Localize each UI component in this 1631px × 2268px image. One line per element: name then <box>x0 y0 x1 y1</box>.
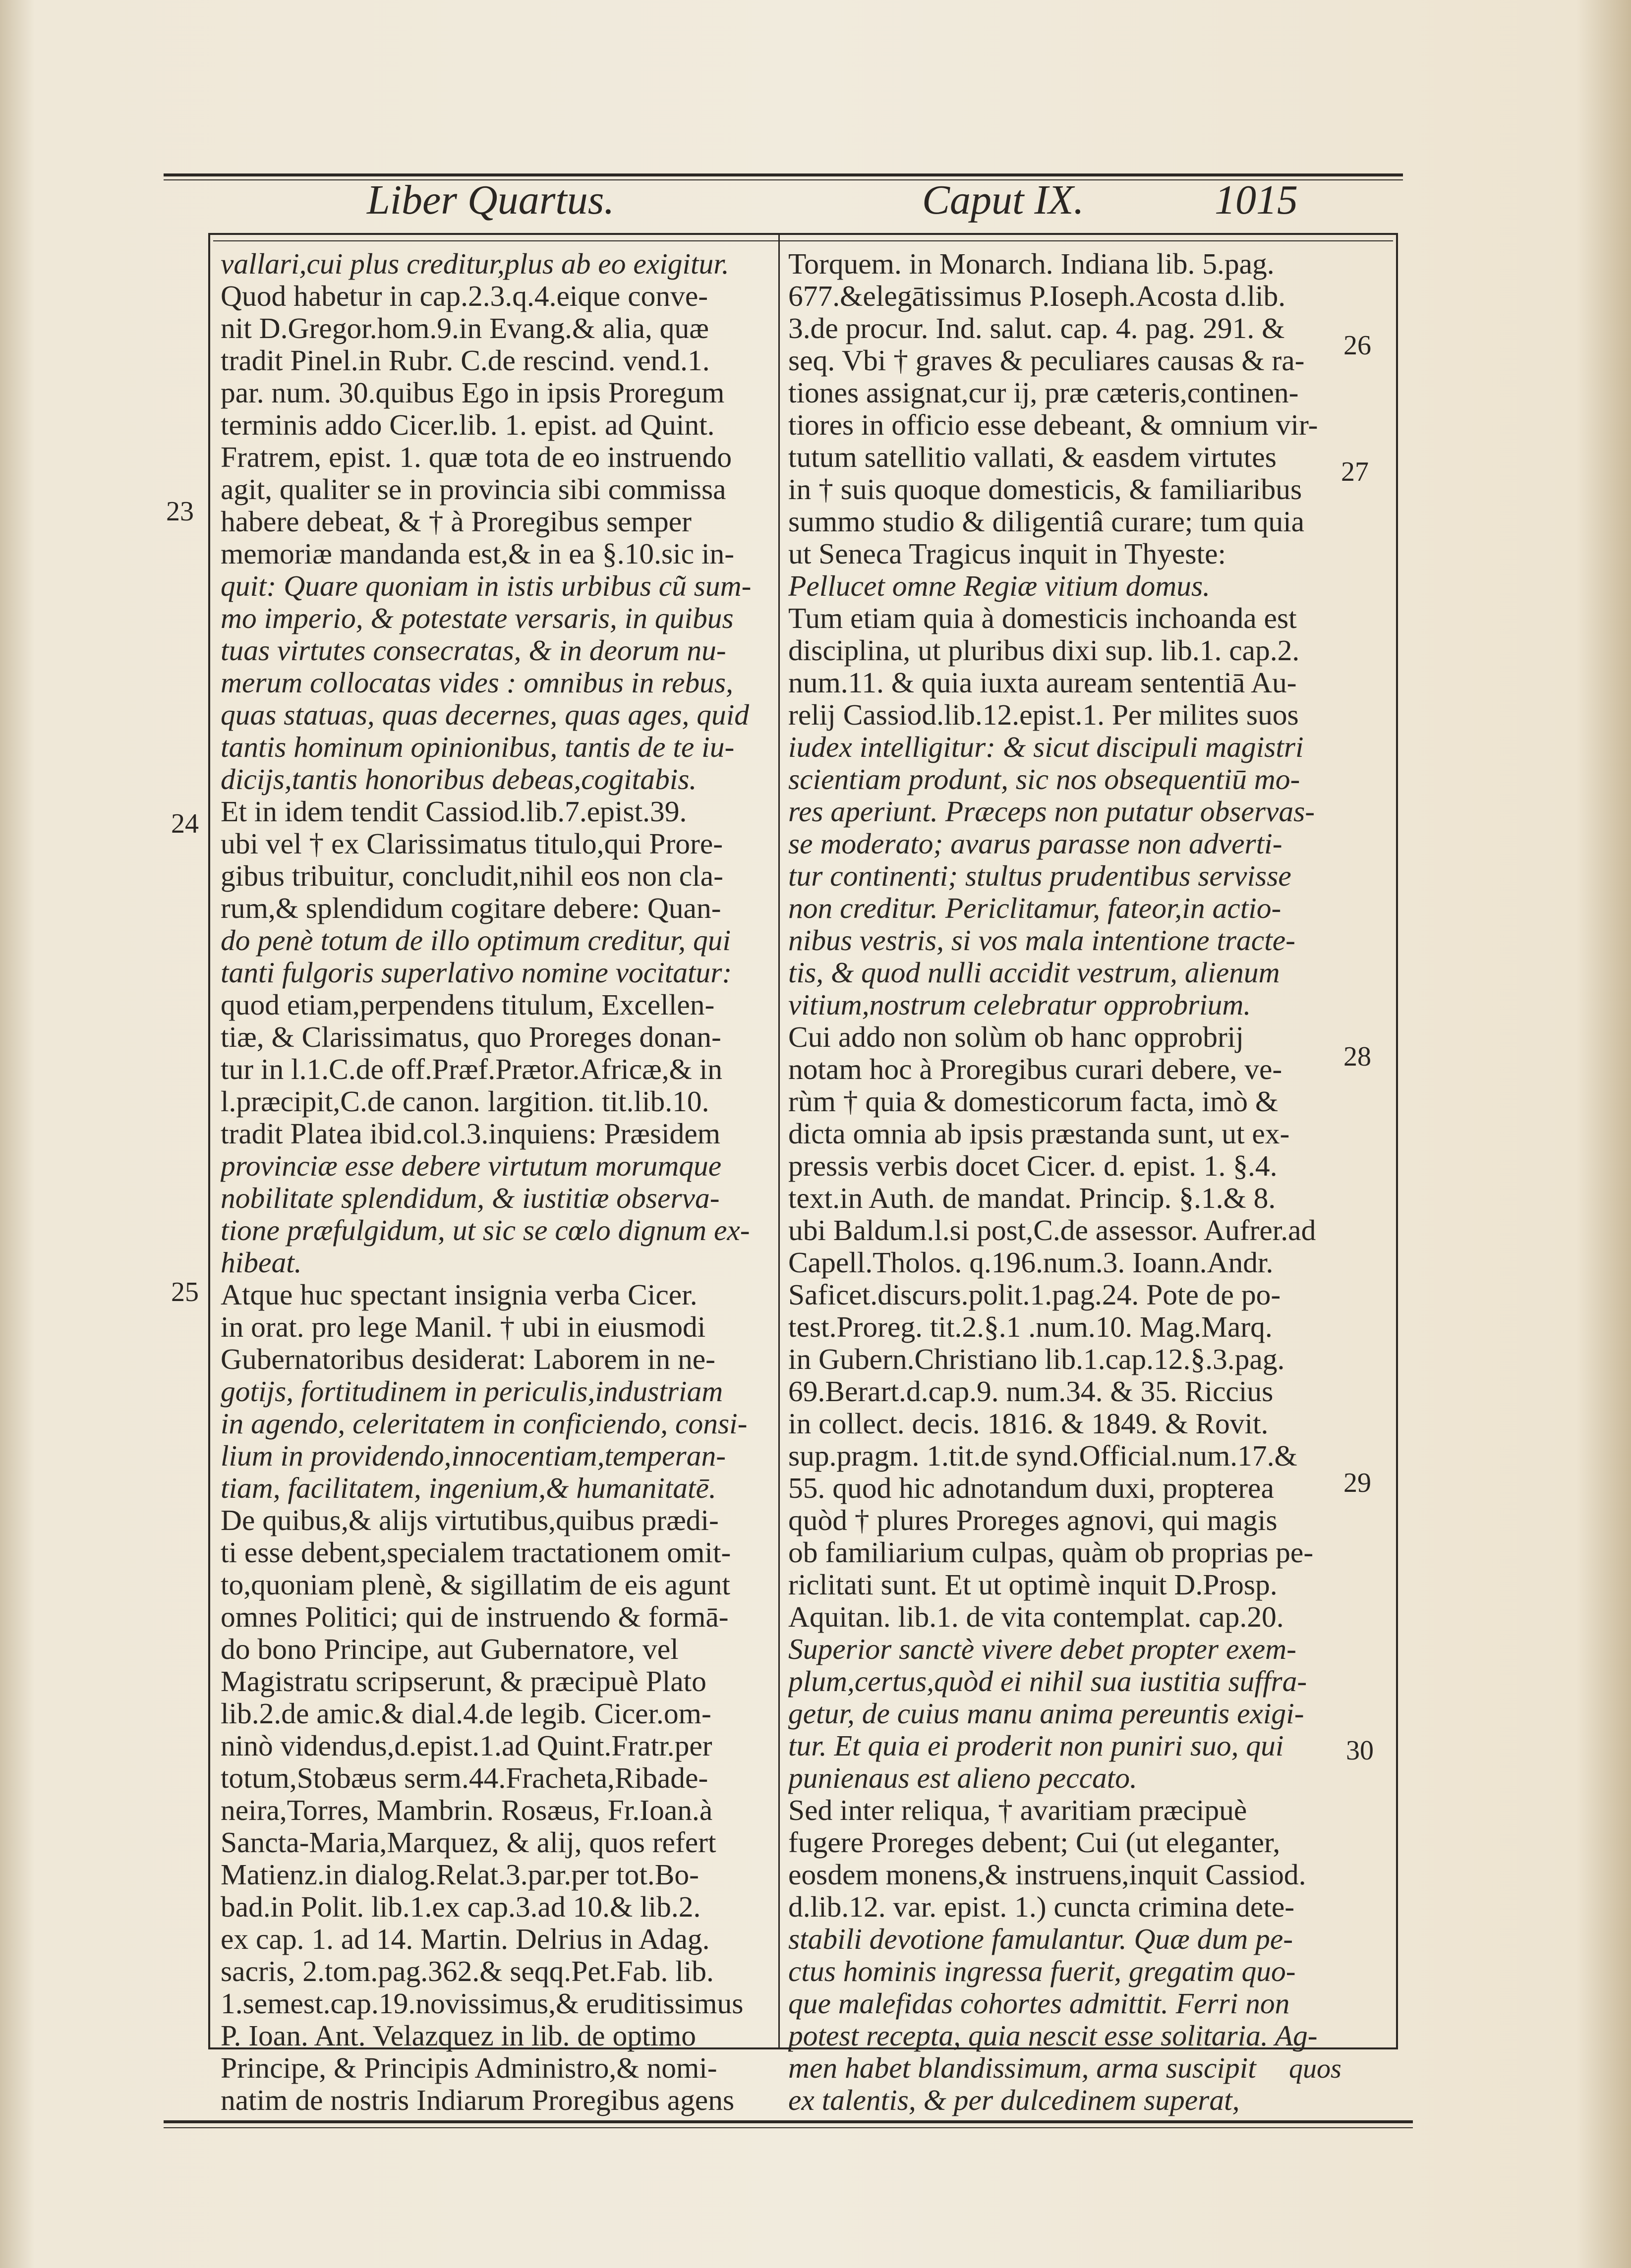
text-line: agit, qualiter se in provincia sibi commissa <box>221 473 726 506</box>
text-line: disciplina, ut pluribus dixi sup. lib.1. cap.2. <box>788 634 1300 667</box>
text-line: vallari,cui plus creditur,plus ab eo exigitur. <box>221 248 729 280</box>
column-divider <box>778 233 780 2049</box>
text-line: Principe, & Principis Administro,& nomi- <box>221 2052 717 2084</box>
text-line: quas statuas, quas decernes, quas ages, quid <box>221 699 750 731</box>
text-line: tuas virtutes consecratas, & in deorum nu- <box>221 634 726 667</box>
text-line: num.11. & quia iuxta auream sententiā Au- <box>788 667 1297 699</box>
text-line: non creditur. Periclitamur, fateor,in actio- <box>788 892 1282 924</box>
text-line: Tum etiam quia à domesticis inchoanda est <box>788 602 1297 634</box>
text-line: Superior sanctè vivere debet propter exem- <box>788 1633 1296 1665</box>
text-line: eosdem monens,& instruens,inquit Cassiod. <box>788 1859 1306 1891</box>
margin-number: 23 <box>166 496 194 527</box>
text-line: gibus tribuitur, concludit,nihil eos non cla- <box>221 860 723 892</box>
text-line: nit D.Gregor.hom.9.in Evang.& alia, quæ <box>221 312 709 344</box>
text-line: tiam, facilitatem, ingenium,& humanitatē. <box>221 1472 716 1504</box>
text-line: stabili devotione famulantur. Quæ dum pe- <box>788 1923 1293 1955</box>
text-line: fugere Proreges debent; Cui (ut eleganter, <box>788 1826 1281 1859</box>
margin-number: 24 <box>171 808 199 839</box>
text-line: in † suis quoque domesticis, & familiaribus <box>788 473 1302 506</box>
text-line: tradit Pinel.in Rubr. C.de rescind. vend.1. <box>221 344 710 377</box>
text-line: scientiam produnt, sic nos obsequentiū mo- <box>788 763 1300 795</box>
text-line: ubi vel † ex Clarissimatus titulo,qui Prore- <box>221 828 723 860</box>
text-line: men habet blandissimum, arma suscipit <box>788 2052 1256 2084</box>
text-line: summo studio & diligentiâ curare; tum quia <box>788 506 1305 538</box>
text-line: Sancta-Maria,Marquez, & alij, quos refert <box>221 1826 716 1859</box>
text-line: Cui addo non solùm ob hanc opprobrij <box>788 1021 1244 1053</box>
text-line: ubi Baldum.l.si post,C.de assessor. Aufrer.ad <box>788 1214 1316 1247</box>
text-line: ex talentis, & per dulcedinem superat, <box>788 2084 1240 2116</box>
text-line: do penè totum de illo optimum creditur, qui <box>221 924 731 957</box>
text-line: Fratrem, epist. 1. quæ tota de eo instruendo <box>221 441 732 473</box>
text-line: Sed inter reliqua, † avaritiam præcipuè <box>788 1794 1247 1826</box>
text-line: 55. quod hic adnotandum duxi, propterea <box>788 1472 1274 1504</box>
text-line: par. num. 30.quibus Ego in ipsis Proregum <box>221 377 725 409</box>
text-line: rum,& splendidum cogitare debere: Quan- <box>221 892 721 924</box>
header-chapter-title: Caput IX. <box>922 177 1084 223</box>
text-line: tiores in officio esse debeant, & omnium vir- <box>788 409 1318 441</box>
text-line: relij Cassiod.lib.12.epist.1. Per milites suos <box>788 699 1299 731</box>
text-line: riclitati sunt. Et ut optimè inquit D.Prosp. <box>788 1569 1278 1601</box>
text-line: test.Proreg. tit.2.§.1 .num.10. Mag.Marq. <box>788 1311 1273 1343</box>
text-line: habere debeat, & † à Proregibus semper <box>221 506 692 538</box>
footer-rule-thin <box>164 2127 1413 2128</box>
text-line: Atque huc spectant insignia verba Cicer. <box>221 1279 698 1311</box>
margin-number: 25 <box>171 1277 199 1307</box>
text-line: sacris, 2.tom.pag.362.& seqq.Pet.Fab. lib. <box>221 1955 714 1987</box>
text-line: 3.de procur. Ind. salut. cap. 4. pag. 291. & <box>788 312 1285 344</box>
text-line: Quod habetur in cap.2.3.q.4.eique conve- <box>221 280 708 312</box>
text-line: gotijs, fortitudinem in periculis,industriam <box>221 1375 723 1408</box>
text-line: vitium,nostrum celebratur opprobrium. <box>788 989 1251 1021</box>
text-line: neira,Torres, Mambrin. Rosæus, Fr.Ioan.à <box>221 1794 713 1826</box>
text-line: tur in l.1.C.de off.Præf.Prætor.Africæ,& in <box>221 1053 723 1085</box>
text-line: memoriæ mandanda est,& in ea §.10.sic in- <box>221 538 735 570</box>
text-line: dicta omnia ab ipsis præstanda sunt, ut ex- <box>788 1118 1290 1150</box>
footer-rule <box>164 2120 1413 2123</box>
text-line: plum,certus,quòd ei nihil sua iustitia suffra- <box>788 1665 1307 1698</box>
text-line: d.lib.12. var. epist. 1.) cuncta crimina dete- <box>788 1891 1295 1923</box>
text-line: tradit Platea ibid.col.3.inquiens: Præsidem <box>221 1118 721 1150</box>
text-line: tiæ, & Clarissimatus, quo Proreges donan- <box>221 1021 721 1053</box>
text-line: ut Seneca Tragicus inquit in Thyeste: <box>788 538 1226 570</box>
text-line: tur continenti; stultus prudentibus servisse <box>788 860 1291 892</box>
header-page-number: 1015 <box>1215 177 1298 223</box>
text-line: Aquitan. lib.1. de vita contemplat. cap.20. <box>788 1601 1284 1633</box>
text-line: Et in idem tendit Cassiod.lib.7.epist.39. <box>221 795 687 828</box>
text-line: Torquem. in Monarch. Indiana lib. 5.pag. <box>788 248 1275 280</box>
text-line: lib.2.de amic.& dial.4.de legib. Cicer.om- <box>221 1698 711 1730</box>
text-line: potest recepta, quia nescit esse solitaria. Ag- <box>788 2020 1318 2052</box>
text-line: ctus hominis ingressa fuerit, gregatim quo- <box>788 1955 1296 1987</box>
margin-number: 26 <box>1343 330 1371 361</box>
text-line: se moderato; avarus parasse non adverti- <box>788 828 1282 860</box>
text-line: Pellucet omne Regiæ vitium domus. <box>788 570 1210 602</box>
text-line: to,quoniam plenè, & sigillatim de eis agunt <box>221 1569 730 1601</box>
text-line: ob familiarium culpas, quàm ob proprias pe- <box>788 1536 1314 1569</box>
text-line: notam hoc à Proregibus curari debere, ve- <box>788 1053 1282 1085</box>
text-line: in Gubern.Christiano lib.1.cap.12.§.3.pag. <box>788 1343 1285 1375</box>
text-line: 69.Berart.d.cap.9. num.34. & 35. Riccius <box>788 1375 1274 1408</box>
text-line: mo imperio, & potestate versaris, in quibus <box>221 602 734 634</box>
text-line: que malefidas cohortes admittit. Ferri non <box>788 1987 1290 2020</box>
text-line: quit: Quare quoniam in istis urbibus cũ sum- <box>221 570 752 602</box>
margin-number: 27 <box>1341 456 1369 487</box>
text-line: omnes Politici; qui de instruendo & formā- <box>221 1601 729 1633</box>
text-line: ninò videndus,d.epist.1.ad Quint.Fratr.per <box>221 1730 712 1762</box>
text-line: bad.in Polit. lib.1.ex cap.3.ad 10.& lib.2. <box>221 1891 701 1923</box>
text-line: merum collocatas vides : omnibus in rebus, <box>221 667 733 699</box>
text-line: seq. Vbi † graves & peculiares causas & ra- <box>788 344 1305 377</box>
text-line: tis, & quod nulli accidit vestrum, alienum <box>788 957 1280 989</box>
text-line: ex cap. 1. ad 14. Martin. Delrius in Adag. <box>221 1923 710 1955</box>
text-line: 1.semest.cap.19.novissimus,& eruditissimus <box>221 1987 744 2020</box>
text-line: tanti fulgoris superlativo nomine vocitatur: <box>221 957 732 989</box>
text-line: De quibus,& alijs virtutibus,quibus prædi- <box>221 1504 719 1536</box>
text-line: provinciæ esse debere virtutum morumque <box>221 1150 722 1182</box>
text-line: dicijs,tantis honoribus debeas,cogitabis. <box>221 763 697 795</box>
text-line: Matienz.in dialog.Relat.3.par.per tot.Bo- <box>221 1859 699 1891</box>
text-line: P. Ioan. Ant. Velazquez in lib. de optimo <box>221 2020 697 2052</box>
text-line: pressis verbis docet Cicer. d. epist. 1. §.4. <box>788 1150 1278 1182</box>
text-line: totum,Stobæus serm.44.Fracheta,Ribade- <box>221 1762 708 1794</box>
text-line: Gubernatoribus desiderat: Laborem in ne- <box>221 1343 715 1375</box>
text-line: Magistratu scripserunt, & præcipuè Plato <box>221 1665 706 1698</box>
catchword: quos <box>1289 2053 1341 2084</box>
text-line: getur, de cuius manu anima pereuntis exigi- <box>788 1698 1304 1730</box>
margin-number: 29 <box>1343 1468 1371 1498</box>
text-line: res aperiunt. Præceps non putatur observas- <box>788 795 1315 828</box>
margin-number: 28 <box>1343 1041 1371 1072</box>
running-header <box>198 176 1398 235</box>
text-line: natim de nostris Indiarum Proregibus agens <box>221 2084 735 2116</box>
text-line: nobilitate splendidum, & iustitiæ observa- <box>221 1182 720 1214</box>
text-line: in agendo, celeritatem in conficiendo, consi- <box>221 1408 748 1440</box>
header-book-title: Liber Quartus. <box>367 177 615 223</box>
text-line: Capell.Tholos. q.196.num.3. Ioann.Andr. <box>788 1247 1274 1279</box>
text-line: rùm † quia & domesticorum facta, imò & <box>788 1085 1279 1118</box>
text-line: sup.pragm. 1.tit.de synd.Official.num.17.& <box>788 1440 1297 1472</box>
text-line: ti esse debent,specialem tractationem omit- <box>221 1536 731 1569</box>
text-line: punienaus est alieno peccato. <box>788 1762 1137 1794</box>
text-line: 677.&elegātissimus P.Ioseph.Acosta d.lib. <box>788 280 1286 312</box>
text-line: do bono Principe, aut Gubernatore, vel <box>221 1633 679 1665</box>
text-line: l.præcipit,C.de canon. largition. tit.lib.10. <box>221 1085 709 1118</box>
text-line: quòd † plures Proreges agnovi, qui magis <box>788 1504 1278 1536</box>
text-line: iudex intelligitur: & sicut discipuli magistri <box>788 731 1304 763</box>
text-line: quod etiam,perpendens titulum, Excellen- <box>221 989 715 1021</box>
text-line: lium in providendo,innocentiam,temperan- <box>221 1440 726 1472</box>
text-line: tutum satellitio vallati, & easdem virtutes <box>788 441 1277 473</box>
left-column <box>221 248 771 2116</box>
text-frame-inner-rule <box>213 240 1393 241</box>
text-line: hibeat. <box>221 1247 302 1279</box>
text-line: Saficet.discurs.polit.1.pag.24. Pote de po- <box>788 1279 1281 1311</box>
margin-number: 30 <box>1346 1735 1374 1766</box>
text-line: terminis addo Cicer.lib. 1. epist. ad Quint. <box>221 409 715 441</box>
text-line: in orat. pro lege Manil. † ubi in eiusmodi <box>221 1311 706 1343</box>
text-line: tione præfulgidum, ut sic se cœlo dignum ex- <box>221 1214 750 1247</box>
text-line: in collect. decis. 1816. & 1849. & Rovit. <box>788 1408 1269 1440</box>
text-line: text.in Auth. de mandat. Princip. §.1.& 8. <box>788 1182 1276 1214</box>
text-line: tiones assignat,cur ij, præ cæteris,continen- <box>788 377 1299 409</box>
text-line: nibus vestris, si vos mala intentione tracte- <box>788 924 1295 957</box>
text-line: tur. Et quia ei proderit non puniri suo, qui <box>788 1730 1284 1762</box>
text-line: tantis hominum opinionibus, tantis de te iu- <box>221 731 735 763</box>
